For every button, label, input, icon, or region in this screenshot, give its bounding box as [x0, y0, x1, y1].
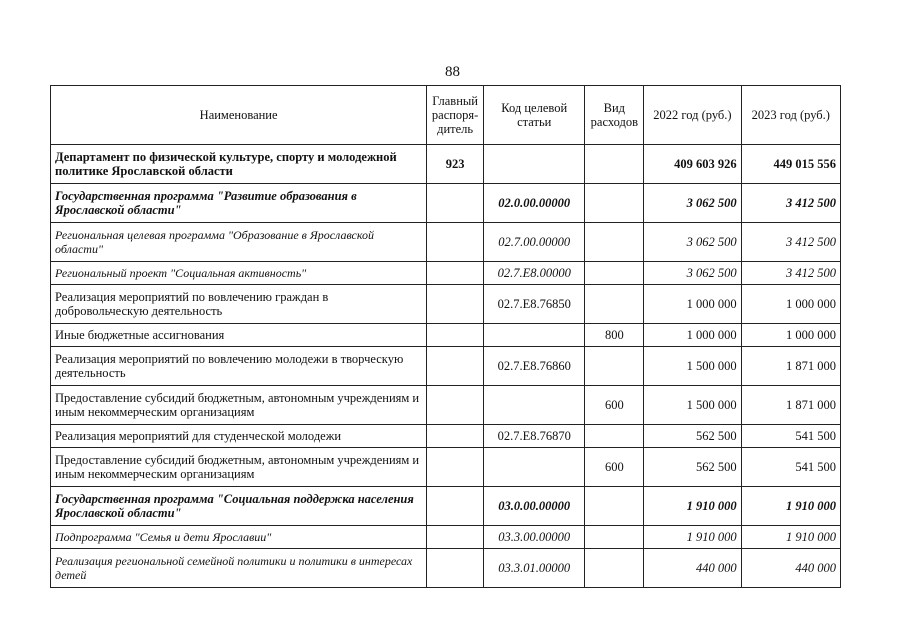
row-code: 02.7.E8.76860 [484, 347, 585, 386]
row-type: 600 [585, 448, 644, 487]
row-year-2023: 449 015 556 [741, 145, 840, 184]
table-row [51, 262, 841, 285]
table-row [51, 145, 841, 184]
table-row [51, 549, 841, 588]
table-row [51, 487, 841, 526]
row-year-2022: 1 910 000 [644, 487, 741, 526]
row-type [585, 526, 644, 549]
row-type [585, 145, 644, 184]
row-year-2022: 440 000 [644, 549, 741, 588]
page-number: 88 [445, 64, 460, 80]
row-manager [427, 526, 484, 549]
row-name: Реализация мероприятий по вовлечению молодежи в творческую деятельность [51, 347, 427, 386]
row-name: Подпрограмма "Семья и дети Ярославии" [51, 526, 427, 549]
header-type: Вид расходов [585, 86, 644, 145]
row-code [484, 448, 585, 487]
header-manager: Главный распоря-дитель [427, 86, 484, 145]
row-year-2023: 440 000 [741, 549, 840, 588]
table-header-row [51, 86, 841, 145]
row-type [585, 223, 644, 262]
row-code: 03.3.01.00000 [484, 549, 585, 588]
row-type [585, 549, 644, 588]
row-year-2023: 3 412 500 [741, 223, 840, 262]
row-manager [427, 285, 484, 324]
row-type [585, 285, 644, 324]
row-year-2022: 562 500 [644, 425, 741, 448]
row-name: Реализация региональной семейной политики и политики в интересах детей [51, 549, 427, 588]
row-year-2023: 3 412 500 [741, 262, 840, 285]
row-type: 600 [585, 386, 644, 425]
row-year-2023: 1 910 000 [741, 526, 840, 549]
row-type [585, 184, 644, 223]
table-row [51, 285, 841, 324]
row-year-2023: 1 871 000 [741, 386, 840, 425]
table-row [51, 526, 841, 549]
row-name: Региональный проект "Социальная активность" [51, 262, 427, 285]
row-manager [427, 425, 484, 448]
row-year-2022: 1 000 000 [644, 324, 741, 347]
row-year-2023: 1 910 000 [741, 487, 840, 526]
row-year-2022: 3 062 500 [644, 223, 741, 262]
row-type [585, 262, 644, 285]
row-manager: 923 [427, 145, 484, 184]
row-year-2023: 541 500 [741, 448, 840, 487]
row-code [484, 324, 585, 347]
row-manager [427, 549, 484, 588]
row-name: Реализация мероприятий по вовлечению граждан в добровольческую деятельность [51, 285, 427, 324]
row-code: 02.7.E8.76870 [484, 425, 585, 448]
row-year-2023: 1 000 000 [741, 324, 840, 347]
row-code [484, 386, 585, 425]
budget-table [50, 85, 841, 588]
row-year-2022: 1 500 000 [644, 386, 741, 425]
table-row [51, 386, 841, 425]
table-row [51, 324, 841, 347]
row-name: Иные бюджетные ассигнования [51, 324, 427, 347]
header-name: Наименование [51, 86, 427, 145]
row-name: Государственная программа "Развитие образования в Ярославской области" [51, 184, 427, 223]
row-year-2023: 541 500 [741, 425, 840, 448]
row-manager [427, 347, 484, 386]
table-row [51, 448, 841, 487]
row-manager [427, 386, 484, 425]
row-name: Региональная целевая программа "Образование в Ярославской области" [51, 223, 427, 262]
row-year-2022: 562 500 [644, 448, 741, 487]
row-code: 02.0.00.00000 [484, 184, 585, 223]
row-name: Реализация мероприятий для студенческой молодежи [51, 425, 427, 448]
row-code: 02.7.00.00000 [484, 223, 585, 262]
row-type [585, 347, 644, 386]
header-year-2023: 2023 год (руб.) [741, 86, 840, 145]
row-year-2023: 3 412 500 [741, 184, 840, 223]
row-code: 03.0.00.00000 [484, 487, 585, 526]
table-row [51, 425, 841, 448]
row-manager [427, 487, 484, 526]
row-manager [427, 324, 484, 347]
header-code: Код целевой статьи [484, 86, 585, 145]
row-name: Государственная программа "Социальная поддержка населения Ярославской области" [51, 487, 427, 526]
row-manager [427, 184, 484, 223]
row-type: 800 [585, 324, 644, 347]
table-row [51, 184, 841, 223]
row-name: Предоставление субсидий бюджетным, автономным учреждениям и иным некоммерческим организациям [51, 386, 427, 425]
table-row [51, 223, 841, 262]
row-code: 02.7.E8.00000 [484, 262, 585, 285]
row-type [585, 487, 644, 526]
row-manager [427, 448, 484, 487]
row-name: Департамент по физической культуре, спорту и молодежной политике Ярославской области [51, 145, 427, 184]
row-code: 02.7.E8.76850 [484, 285, 585, 324]
row-year-2022: 409 603 926 [644, 145, 741, 184]
row-manager [427, 262, 484, 285]
header-year-2022: 2022 год (руб.) [644, 86, 741, 145]
row-code [484, 145, 585, 184]
row-manager [427, 223, 484, 262]
table-row [51, 347, 841, 386]
row-type [585, 425, 644, 448]
row-year-2022: 3 062 500 [644, 262, 741, 285]
row-code: 03.3.00.00000 [484, 526, 585, 549]
row-year-2022: 1 910 000 [644, 526, 741, 549]
row-year-2023: 1 871 000 [741, 347, 840, 386]
row-year-2023: 1 000 000 [741, 285, 840, 324]
row-year-2022: 1 000 000 [644, 285, 741, 324]
row-year-2022: 1 500 000 [644, 347, 741, 386]
row-name: Предоставление субсидий бюджетным, автономным учреждениям и иным некоммерческим организациям [51, 448, 427, 487]
row-year-2022: 3 062 500 [644, 184, 741, 223]
